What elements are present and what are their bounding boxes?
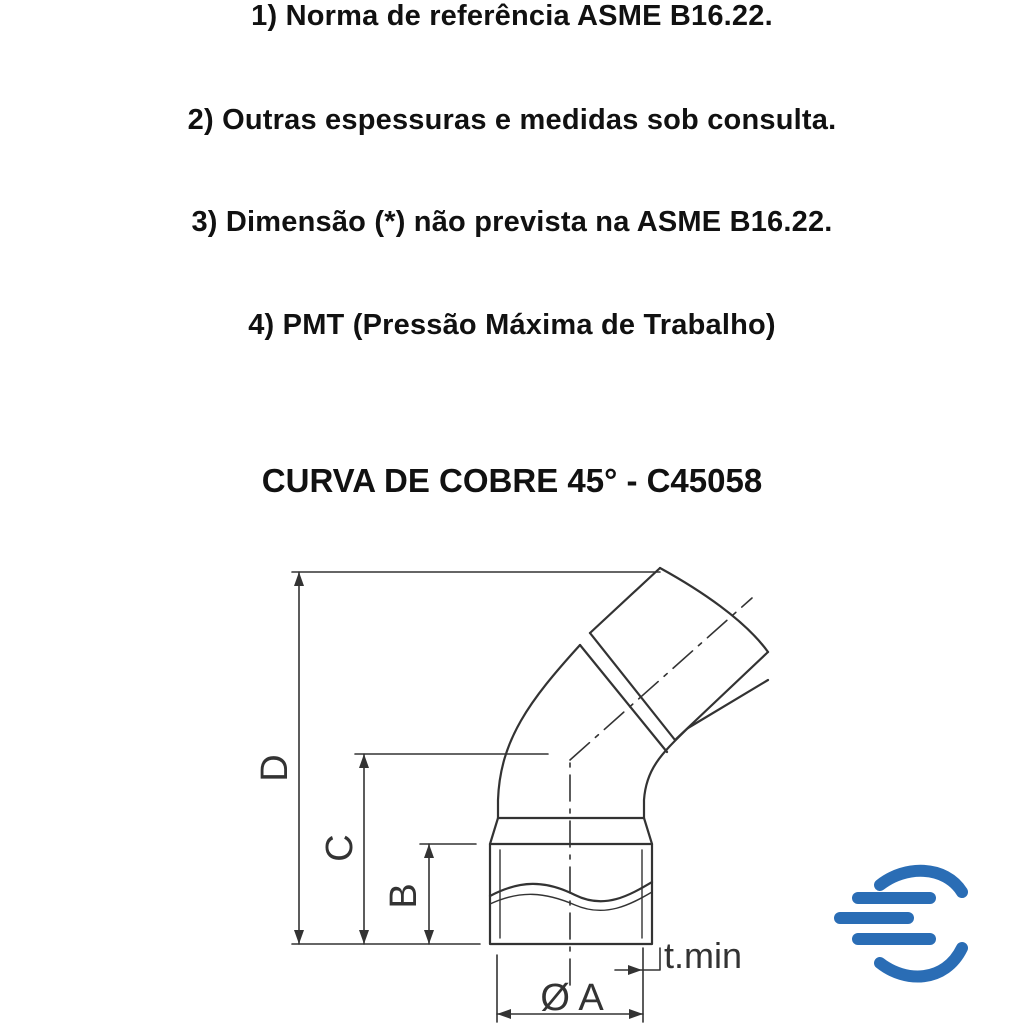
dim-a-label: Ø A xyxy=(540,977,604,1019)
socket-taper xyxy=(490,818,652,844)
arrow-a-right xyxy=(629,1009,643,1019)
arrow-a-left xyxy=(497,1009,511,1019)
centerline-angled xyxy=(570,598,752,760)
dim-t-leader xyxy=(615,948,660,970)
logo-arc-top xyxy=(880,871,962,892)
arrow-b-top xyxy=(424,844,434,858)
arrow-c-bottom xyxy=(359,930,369,944)
break-line-top xyxy=(490,882,652,901)
upper-sleeve-right-edge xyxy=(688,680,768,728)
upper-sleeve xyxy=(580,645,667,752)
upper-sleeve-left xyxy=(590,568,660,633)
arrow-t-left xyxy=(628,965,642,975)
upper-sleeve-ring xyxy=(590,633,675,740)
product-title: CURVA DE COBRE 45° - C45058 xyxy=(261,462,763,499)
dim-c-label: C xyxy=(319,834,361,862)
arrow-c-top xyxy=(359,754,369,768)
dim-t-label: t.min xyxy=(664,935,743,976)
arrow-b-bottom xyxy=(424,930,434,944)
bend-inner-curve xyxy=(644,728,688,818)
note-1: 1) Norma de referência ASME B16.22. xyxy=(251,0,773,32)
logo-arc-bottom xyxy=(880,948,962,977)
bend-outer-curve xyxy=(498,645,580,818)
note-4: 4) PMT (Pressão Máxima de Trabalho) xyxy=(248,309,776,341)
note-2: 2) Outras espessuras e medidas sob consulta. xyxy=(187,104,837,136)
arrow-d-top xyxy=(294,572,304,586)
dim-d-label: D xyxy=(254,754,296,782)
upper-sleeve-cut xyxy=(660,568,768,652)
arrow-d-bottom xyxy=(294,930,304,944)
dim-b-label: B xyxy=(383,883,425,909)
note-3: 3) Dimensão (*) não prevista na ASME B16.22. xyxy=(191,206,833,238)
brand-logo-icon xyxy=(840,871,962,977)
